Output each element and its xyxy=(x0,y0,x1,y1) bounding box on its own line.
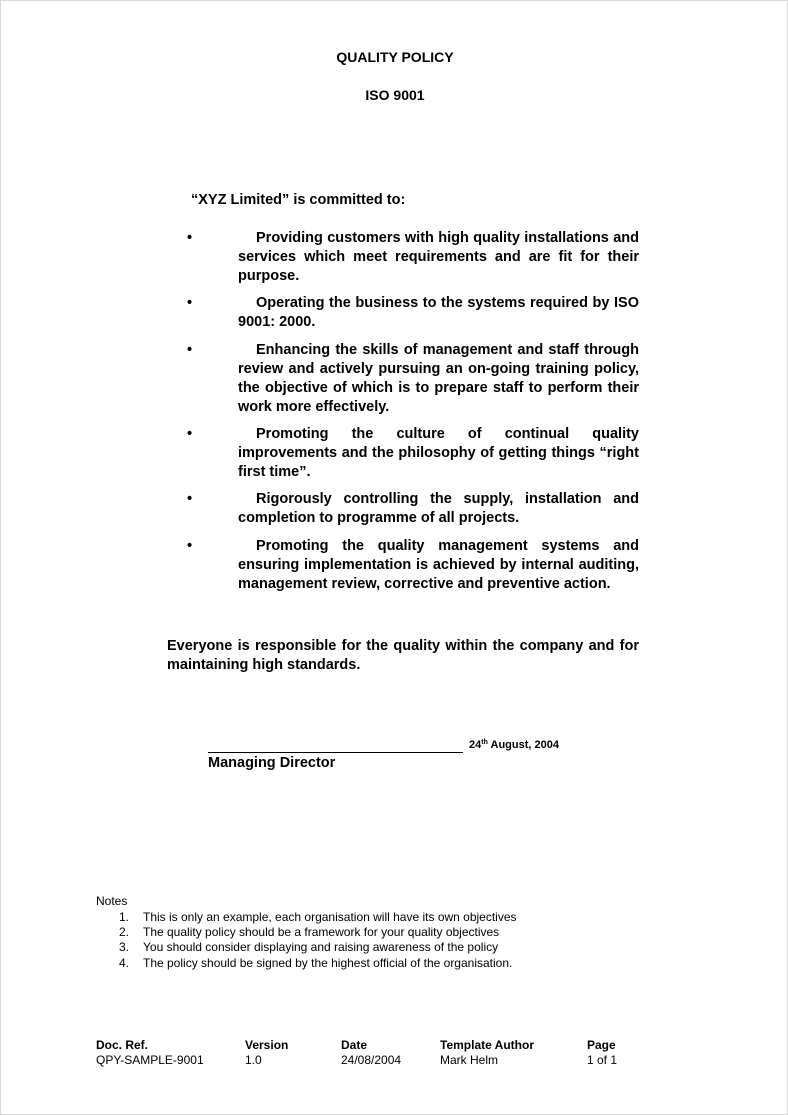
notes-heading: Notes xyxy=(96,894,128,908)
footer-doc-ref xyxy=(96,1038,204,1067)
footer-value: Mark Helm xyxy=(440,1053,499,1067)
list-item xyxy=(187,537,639,594)
document-title: QUALITY POLICY xyxy=(336,49,454,65)
list-item xyxy=(187,341,639,417)
document-subtitle: ISO 9001 xyxy=(365,87,425,103)
commitment-text: Rigorously controlling the supply, installation and completion to programme of all projects. xyxy=(238,491,639,526)
intro-statement: “XYZ Limited” is committed to: xyxy=(191,192,406,208)
commitment-text: Providing customers with high quality installations and services which meet requirements and are fit for their purpose. xyxy=(238,230,639,284)
bullet-icon: • xyxy=(187,491,193,507)
date-rest: August, 2004 xyxy=(487,739,559,751)
footer-value: 1 of 1 xyxy=(587,1053,618,1067)
list-item xyxy=(119,925,500,939)
footer-label: Page xyxy=(587,1038,616,1052)
footer-label: Template Author xyxy=(440,1038,535,1052)
commitment-text: Operating the business to the systems required by ISO 9001: 2000. xyxy=(238,295,639,330)
bullet-icon: • xyxy=(187,538,193,554)
note-number: 2. xyxy=(119,925,130,939)
footer-value: 24/08/2004 xyxy=(341,1053,402,1067)
date-suffix: th xyxy=(481,739,488,746)
bullet-icon: • xyxy=(187,426,193,442)
footer-version xyxy=(245,1038,288,1067)
bullet-icon: • xyxy=(187,342,193,358)
commitment-text: Promoting the culture of continual quality improvements and the philosophy of getting things “right first time”. xyxy=(238,426,639,480)
commitment-text: Promoting the quality management systems and ensuring implementation is achieved by internal auditing, management review, corrective and preventive action. xyxy=(238,538,639,592)
note-text: You should consider displaying and raising awareness of the policy xyxy=(143,940,499,954)
note-text: This is only an example, each organisation will have its own objectives xyxy=(143,910,517,924)
footer-label: Date xyxy=(341,1038,368,1052)
footer-author xyxy=(440,1038,534,1067)
footer-label: Doc. Ref. xyxy=(96,1038,149,1052)
list-item xyxy=(187,425,639,482)
date-day: 24 xyxy=(469,739,482,751)
closing-statement: Everyone is responsible for the quality within the company and for maintaining high standards. xyxy=(167,638,639,673)
bullet-icon: • xyxy=(187,295,193,311)
note-number: 3. xyxy=(119,940,130,954)
list-item xyxy=(119,910,517,924)
note-number: 1. xyxy=(119,910,130,924)
footer-value: QPY-SAMPLE-9001 xyxy=(96,1053,204,1067)
signature-line xyxy=(208,740,463,753)
list-item xyxy=(119,940,499,954)
note-text: The policy should be signed by the highest official of the organisation. xyxy=(143,956,513,970)
footer-label: Version xyxy=(245,1038,289,1052)
list-item xyxy=(187,229,639,286)
footer-date xyxy=(341,1038,401,1067)
signature-date xyxy=(469,739,559,751)
footer-value: 1.0 xyxy=(245,1053,262,1067)
note-number: 4. xyxy=(119,956,130,970)
list-item xyxy=(119,956,513,970)
commitment-text: Enhancing the skills of management and staff through review and actively pursuing an on-going training policy, the objective of which is to prepare staff to perform their work more effectively. xyxy=(238,342,639,415)
note-text: The quality policy should be a framework for your quality objectives xyxy=(143,925,500,939)
footer-page xyxy=(587,1038,617,1067)
signatory-title: Managing Director xyxy=(208,755,336,771)
bullet-icon: • xyxy=(187,230,193,246)
list-item xyxy=(187,294,639,332)
list-item xyxy=(187,490,639,528)
